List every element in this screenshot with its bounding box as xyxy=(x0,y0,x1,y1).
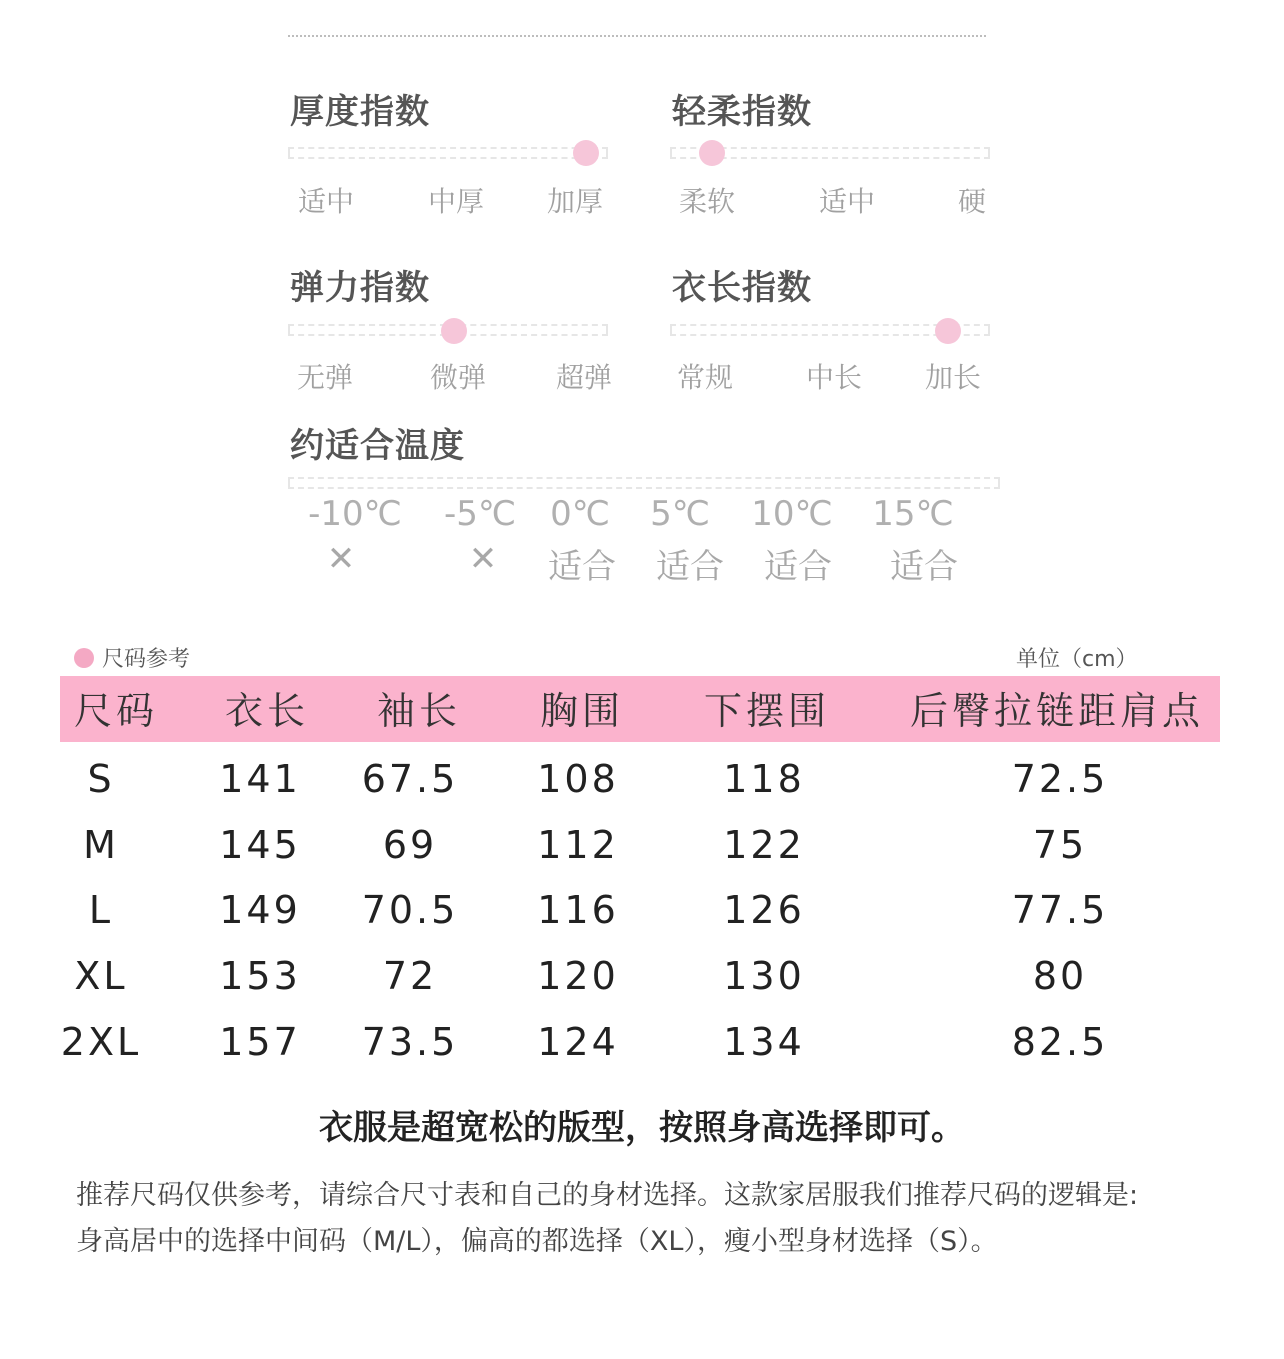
recommendation-note-line-1: 推荐尺码仅供参考，请综合尺寸表和自己的身材选择。这款家居服我们推荐尺码的逻辑是: xyxy=(76,1180,1139,1211)
elasticity-index-marker xyxy=(441,318,467,344)
table-cell: M xyxy=(83,823,119,867)
unit-label: 单位（cm） xyxy=(1016,647,1138,672)
size-reference-heading xyxy=(74,642,190,673)
temperature-value: 0℃ xyxy=(550,494,610,534)
temperature-value: 10℃ xyxy=(751,494,833,534)
thickness-label-mid: 中厚 xyxy=(427,185,485,218)
table-cell: 2XL xyxy=(60,1020,142,1064)
temperature-suitable-mark: 适合 xyxy=(548,547,616,587)
size-reference-title: 尺码参考 xyxy=(102,647,191,672)
elasticity-label-low: 无弹 xyxy=(296,361,354,394)
table-cell: 77.5 xyxy=(1011,888,1109,932)
table-cell: 69 xyxy=(382,823,438,867)
table-cell: 145 xyxy=(219,823,301,867)
thickness-index-title: 厚度指数 xyxy=(290,92,430,132)
temperature-title: 约适合温度 xyxy=(290,426,465,466)
table-cell: 112 xyxy=(537,823,619,867)
length-label-mid: 中长 xyxy=(805,361,863,394)
temperature-suitable-mark: 适合 xyxy=(890,547,958,587)
softness-label-mid: 适中 xyxy=(818,185,876,218)
header-zip-to-shoulder: 后臀拉链距肩点 xyxy=(910,689,1205,733)
temperature-value: 15℃ xyxy=(872,494,954,534)
temperature-unsuitable-mark: ✕ xyxy=(468,539,498,579)
table-cell: L xyxy=(88,888,114,932)
thickness-index-marker xyxy=(573,140,599,166)
table-cell: 124 xyxy=(537,1020,619,1064)
table-cell: 157 xyxy=(219,1020,301,1064)
softness-index-title: 轻柔指数 xyxy=(672,92,812,132)
table-cell: 70.5 xyxy=(361,888,459,932)
table-cell: 126 xyxy=(723,888,805,932)
header-length: 衣长 xyxy=(225,689,310,733)
header-hem: 下摆围 xyxy=(704,689,831,733)
temperature-value: -10℃ xyxy=(308,494,402,534)
table-cell: 108 xyxy=(537,757,619,801)
table-cell: S xyxy=(87,757,115,801)
table-cell: 75 xyxy=(1032,823,1088,867)
temperature-unsuitable-mark: ✕ xyxy=(326,539,356,579)
thickness-label-low: 适中 xyxy=(297,185,355,218)
softness-label-low: 柔软 xyxy=(678,185,736,218)
header-chest: 胸围 xyxy=(540,689,625,733)
table-cell: 118 xyxy=(723,757,805,801)
length-index-title: 衣长指数 xyxy=(672,268,812,308)
table-cell: 120 xyxy=(537,954,619,998)
elasticity-label-mid: 微弹 xyxy=(429,361,487,394)
temperature-suitable-mark: 适合 xyxy=(656,547,724,587)
table-cell: 67.5 xyxy=(361,757,459,801)
table-cell: 130 xyxy=(723,954,805,998)
table-cell: 116 xyxy=(537,888,619,932)
thickness-index-track xyxy=(288,147,608,159)
table-cell: 80 xyxy=(1032,954,1088,998)
header-sleeve: 袖长 xyxy=(377,689,462,733)
table-cell: 122 xyxy=(723,823,805,867)
table-cell: 134 xyxy=(723,1020,805,1064)
table-cell: 72 xyxy=(382,954,438,998)
fit-headline: 衣服是超宽松的版型，按照身高选择即可。 xyxy=(319,1108,965,1148)
temperature-track xyxy=(288,477,1000,489)
length-label-high: 加长 xyxy=(924,361,982,394)
length-index-marker xyxy=(935,318,961,344)
recommendation-note-line-2: 身高居中的选择中间码（M/L），偏高的都选择（XL），瘦小型身材选择（S）。 xyxy=(76,1226,998,1257)
bullet-dot-icon xyxy=(74,648,94,668)
table-cell: 73.5 xyxy=(361,1020,459,1064)
temperature-value: 5℃ xyxy=(650,494,710,534)
temperature-value: -5℃ xyxy=(443,494,517,534)
table-cell: 82.5 xyxy=(1011,1020,1109,1064)
elasticity-label-high: 超弹 xyxy=(555,361,613,394)
header-size: 尺码 xyxy=(74,689,159,733)
temperature-suitable-mark: 适合 xyxy=(764,547,832,587)
table-cell: 141 xyxy=(219,757,301,801)
softness-index-marker xyxy=(699,140,725,166)
elasticity-index-title: 弹力指数 xyxy=(290,268,430,308)
thickness-label-high: 加厚 xyxy=(546,185,604,218)
top-dotted-divider xyxy=(288,35,986,37)
length-label-low: 常规 xyxy=(676,361,734,394)
table-cell: XL xyxy=(74,954,128,998)
table-cell: 149 xyxy=(219,888,301,932)
table-cell: 72.5 xyxy=(1011,757,1109,801)
table-cell: 153 xyxy=(219,954,301,998)
softness-label-high: 硬 xyxy=(957,185,987,218)
